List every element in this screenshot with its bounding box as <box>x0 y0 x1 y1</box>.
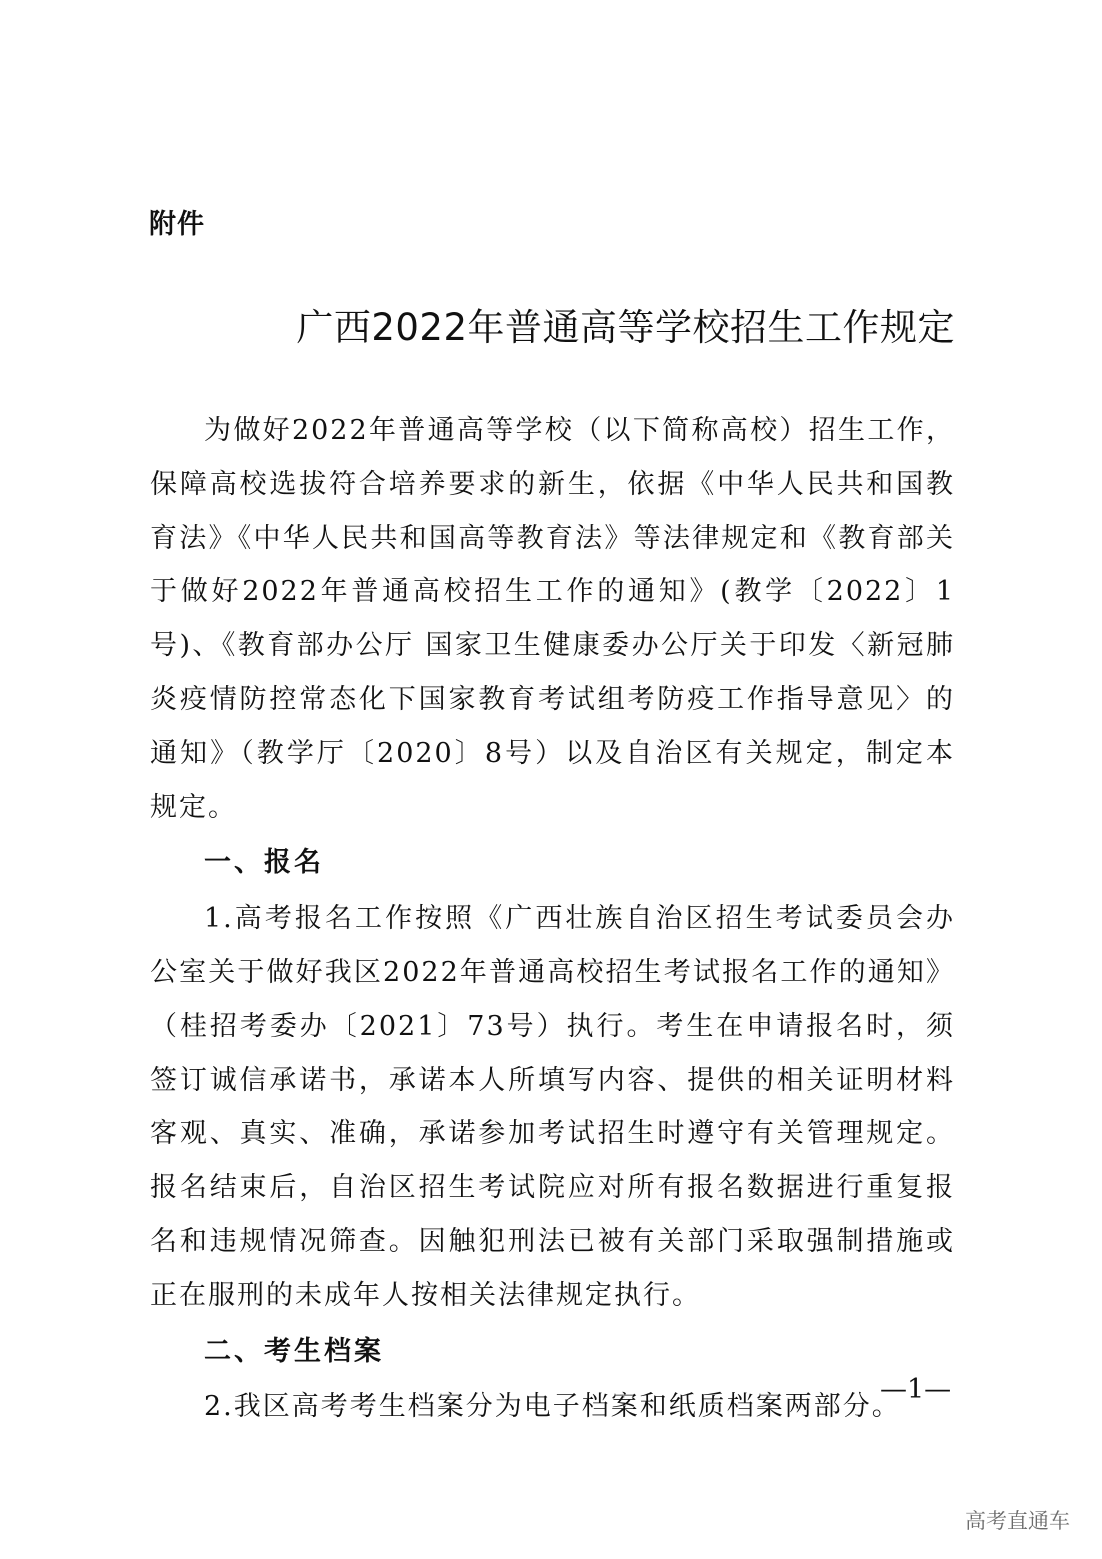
section-heading-student-files: 二、考生档案 <box>204 1335 384 1367</box>
page-number: —1— <box>880 1374 952 1405</box>
attachment-label: 附件 <box>149 209 205 240</box>
intro-paragraph: 为做好2022年普通高等学校（以下简称高校）招生工作，保障高校选拔符合培养要求的新生，依据《中华人民共和国教育法》《中华人民共和国高等教育法》等法律规定和《教育部关于做好2022年普通高校招生工作的通知》(教学〔2022〕1号)、《教育部办公厅 国家卫生健康委办公厅关于印发〈新冠肺炎疫情防控常态化下国家教育考试组考防疫工作指导意见〉的通知》（教学厅〔2020〕8号）以及自治区有关规定，制定本规定。 <box>150 415 955 823</box>
section-heading-registration: 一、报名 <box>204 847 324 879</box>
document-body <box>150 404 955 1434</box>
document-title: 广西2022年普通高等学校招生工作规定 <box>296 306 955 349</box>
watermark: 高考直通车 <box>965 1509 1070 1533</box>
section-paragraph-student-files: 2.我区高考考生档案分为电子档案和纸质档案两部分。 <box>204 1391 901 1423</box>
section-paragraph-registration: 1.高考报名工作按照《广西壮族自治区招生考试委员会办公室关于做好我区2022年普通高校招生考试报名工作的通知》（桂招考委办〔2021〕73号）执行。考生在申请报名时，须签订诚信承诺书，承诺本人所填写内容、提供的相关证明材料客观、真实、准确，承诺参加考试招生时遵守有关管理规定。报名结束后，自治区招生考试院应对所有报名数据进行重复报名和违规情况筛查。因触犯刑法已被有关部门采取强制措施或正在服刑的未成年人按相关法律规定执行。 <box>150 903 955 1311</box>
